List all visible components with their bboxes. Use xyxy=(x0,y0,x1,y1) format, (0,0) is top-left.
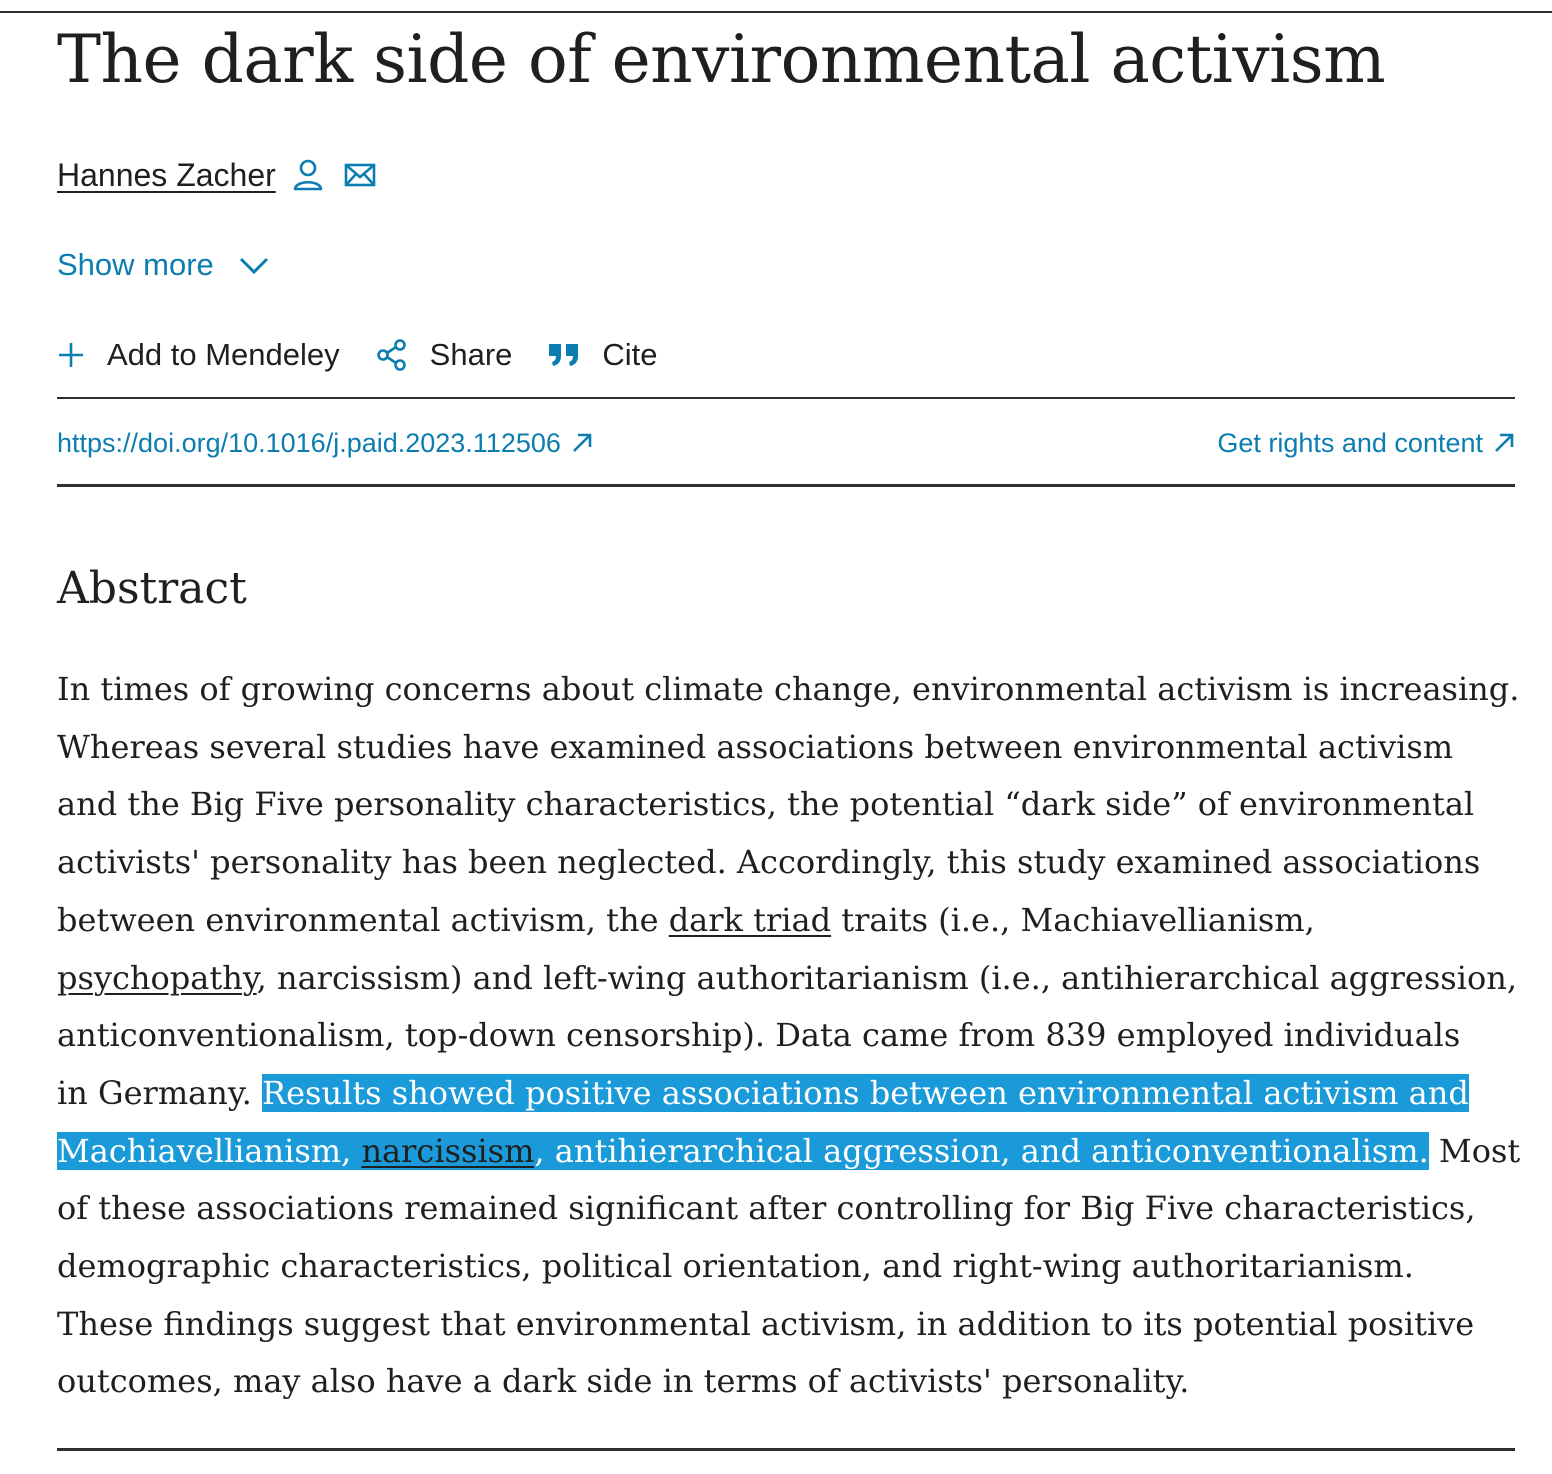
top-divider xyxy=(0,11,1552,13)
abstract-line: activists' personality has been neglected. Accordingly, this study examined associations xyxy=(57,843,1481,882)
abstract-line: outcomes, may also have a dark side in terms of activists' personality. xyxy=(57,1362,1190,1401)
article-actions xyxy=(57,330,658,380)
chevron-down-icon xyxy=(238,255,270,275)
divider xyxy=(57,397,1515,399)
get-rights-text: Get rights and content xyxy=(1217,427,1483,458)
abstract-line: anticonventionalism, top-down censorship). Data came from 839 employed individuals xyxy=(57,1016,1461,1055)
narcissism-link[interactable]: narcissism xyxy=(361,1131,535,1170)
person-icon[interactable] xyxy=(292,158,324,192)
abstract-text-run: Most xyxy=(1428,1131,1521,1170)
divider xyxy=(57,1448,1515,1451)
share-icon xyxy=(376,338,408,372)
get-rights-link[interactable] xyxy=(1217,428,1515,459)
external-link-icon xyxy=(571,432,593,454)
abstract-line xyxy=(57,892,1515,950)
abstract-line xyxy=(57,950,1515,1008)
plus-icon xyxy=(57,341,85,369)
abstract-text-run: traits (i.e., Machiavellianism, xyxy=(831,900,1315,939)
abstract-line: of these associations remained significant after controlling for Big Five characteristics, xyxy=(57,1189,1476,1228)
abstract-text-run: in Germany. xyxy=(57,1073,263,1112)
divider xyxy=(57,484,1515,487)
cite-button[interactable] xyxy=(548,337,657,373)
abstract-line: demographic characteristics, political orientation, and right-wing authoritarianism. xyxy=(57,1247,1414,1286)
quote-icon xyxy=(548,342,580,368)
abstract-line: Whereas several studies have examined associations between environmental activism xyxy=(57,727,1454,766)
selected-text: Results showed positive associations between environmental activism and xyxy=(262,1073,1469,1112)
abstract-heading: Abstract xyxy=(57,563,247,614)
author-link[interactable]: Hannes Zacher xyxy=(57,156,276,193)
abstract-line xyxy=(57,1065,1515,1123)
abstract-line: and the Big Five personality characteristics, the potential “dark side” of environmental xyxy=(57,785,1475,824)
abstract-text-run: , narcissism) and left-wing authoritarianism (i.e., antihierarchical aggression, xyxy=(256,958,1517,997)
selected-text: Machiavellianism, xyxy=(57,1131,362,1170)
article-title: The dark side of environmental activism xyxy=(57,21,1386,98)
abstract-line: In times of growing concerns about climate change, environmental activism is increasing. xyxy=(57,670,1520,708)
abstract-text-run: between environmental activism, the xyxy=(57,900,669,939)
add-to-mendeley-button[interactable] xyxy=(57,337,340,373)
abstract-text xyxy=(57,661,1521,1411)
psychopathy-link[interactable]: psychopathy xyxy=(57,958,257,997)
dark-triad-link[interactable]: dark triad xyxy=(668,900,832,939)
doi-link[interactable] xyxy=(57,428,593,459)
add-to-mendeley-label: Add to Mendeley xyxy=(107,337,340,372)
doi-row xyxy=(57,420,1515,466)
share-button[interactable] xyxy=(376,337,513,373)
mail-icon[interactable] xyxy=(344,162,376,188)
author-row xyxy=(57,150,376,200)
selected-text: , antihierarchical aggression, and anticonventionalism. xyxy=(534,1131,1429,1170)
doi-text: https://doi.org/10.1016/j.paid.2023.112506 xyxy=(57,427,561,458)
cite-label: Cite xyxy=(602,337,658,372)
share-label: Share xyxy=(429,337,513,372)
show-more-label: Show more xyxy=(57,247,214,282)
show-more-button[interactable] xyxy=(57,240,270,290)
abstract-line xyxy=(57,1123,1521,1181)
abstract-line: These findings suggest that environmental activism, in addition to its potential positive xyxy=(57,1304,1475,1343)
external-link-icon xyxy=(1493,432,1515,454)
